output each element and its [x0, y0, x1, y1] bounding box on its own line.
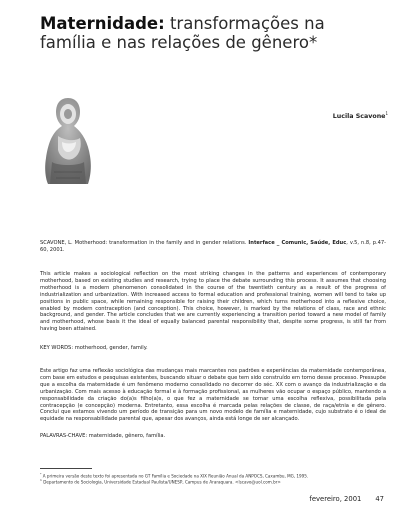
author-name: Lucila Scavone — [332, 113, 386, 121]
keywords-portuguese-label: PALAVRAS-CHAVE: — [40, 433, 88, 439]
title-lead: Maternidade: — [40, 14, 165, 33]
title-rest: transformações na família e nas relações de gênero — [40, 14, 325, 52]
citation-journal: Interface _ Comunic, Saúde, Educ — [248, 240, 347, 246]
footnote-1-mark: * — [40, 472, 42, 476]
keywords-english-text: motherhood, gender, family. — [73, 345, 148, 351]
footnote-2-mark: 1 — [40, 478, 42, 482]
footnote-1-text: A primeira versão deste texto foi apresentada no GT Família e Sociedade na XIX Reunião Anual da ANPOCS, Caxambu, MG, 1995. — [41, 473, 309, 479]
footnote-divider — [40, 468, 92, 469]
article-title — [40, 14, 380, 52]
title-footnote-mark: * — [308, 33, 318, 52]
page-footer — [295, 495, 384, 503]
citation-suffix: , v.5, n.8, p.47-60, 2001. — [40, 240, 386, 253]
keywords-portuguese — [40, 433, 386, 440]
abstract-english: This article makes a sociological reflection on the most striking changes in the patterns and experiences of contemporary motherhood, based on existing studies and research, trying to place the debate surrounding this process. It assumes that choosing motherhood is a modern phenomenon consolidated in the course of the twentieth century as a result of the progress of industrialization and urbanization. With increased access to formal education and professional training, women will tend to take up positions in public space, while remaining responsible for raising their children, which turns motherhood into a reflexive choice, enabled by modern contraception (and conception). This choice, however, is marked by the relations of class, race and ethnic background, and gender. The article concludes that we are currently experiencing a transition period toward a new model of family and motherhood, whose basis it the ideal of equally balanced parental responsibility that, despite some progress, is still far from having been attained. — [40, 271, 386, 333]
keywords-english-label: KEY WORDS: — [40, 345, 74, 351]
keywords-portuguese-text: maternidade, gênero, família. — [87, 433, 166, 439]
keywords-english — [40, 345, 386, 352]
citation — [40, 240, 386, 254]
footnote-2 — [40, 478, 386, 485]
footnote-2-text: Departamento de Sociologia, Universidade Estadual Paulista/UNESP, Campus de Araraquara. <lscavo@uol.com.br> — [41, 479, 281, 485]
page-number: 47 — [375, 495, 384, 503]
author-byline — [333, 111, 388, 120]
author-footnote-mark: 1 — [385, 111, 388, 116]
citation-prefix: SCAVONE, L. Motherhood: transformation in the family and in gender relations. — [40, 240, 249, 246]
abstract-portuguese: Este artigo faz uma reflexão sociológica das mudanças mais marcantes nos padrões e experiências da maternidade contemporânea, com base em estudos e pesquisas existentes, buscando situar o debate que tem sido construído em torno desse processo. Pressupõe que a escolha da maternidade é um fenômeno moderno consolidado no decorrer do séc. XX com o avanço da industrialização e da urbanização. Com mais acesso à educação formal e à formação profissional, as mulheres vão ocupar o espaço público, mantendo a responsabilidade da criação do(a)s filho(a)s, o que fez a maternidade se tornar uma escolha reflexiva, possibilitada pela contracepção (e concepção) moderna. Entretanto, essa escolha é marcada pelas relações de classe, de raça/etnia e de gênero. Conclui que estamos vivendo um período de transição para um novo modelo de família e maternidade, cujo substrato é o ideal de equidade na responsabilidade parental que, apesar dos avanços, ainda está longe de ser alcançado. — [40, 368, 386, 423]
footer-date: fevereiro, 2001 — [309, 495, 362, 503]
madonna-photo — [40, 92, 96, 184]
